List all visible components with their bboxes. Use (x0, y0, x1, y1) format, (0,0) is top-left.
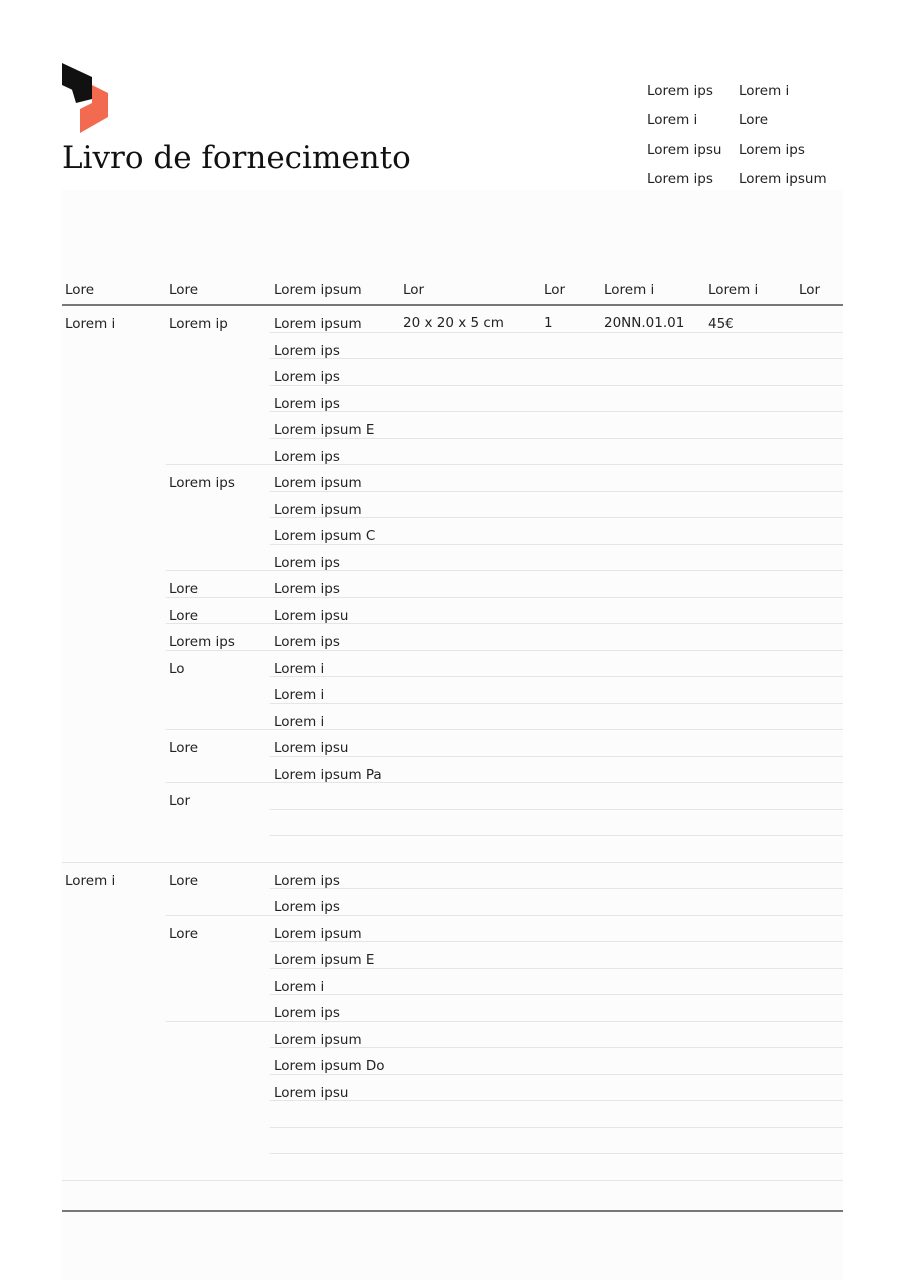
item-label: Lorem ipsum (274, 925, 362, 942)
column-header: Lore (169, 282, 199, 298)
row-divider (270, 332, 843, 333)
subgroup-label: Lorem ip (169, 316, 228, 332)
subgroup-label: Lore (169, 925, 199, 942)
subgroup-label: Lo (169, 660, 185, 677)
row-divider (270, 491, 843, 492)
price-value: 45€ (708, 316, 734, 332)
row-divider (166, 1021, 843, 1022)
item-label: Lorem ipsu (274, 1084, 349, 1101)
row-divider (270, 438, 843, 439)
row-divider (270, 676, 843, 677)
row-divider (270, 1153, 843, 1154)
subgroup-label: Lore (169, 581, 199, 597)
item-label: Lorem ipsum E (274, 952, 375, 968)
column-header: Lorem i (708, 282, 759, 298)
meta-column-2 (739, 77, 827, 194)
meta-value: Lorem i (739, 83, 790, 99)
row-divider (62, 1180, 843, 1181)
item-label: Lorem ipsum (274, 501, 362, 518)
item-label: Lorem ips (274, 369, 340, 385)
row-divider (270, 411, 843, 412)
item-label: Lorem i (274, 978, 325, 995)
row-divider (270, 703, 843, 704)
row-divider (166, 782, 843, 783)
item-label: Lorem ips (274, 634, 340, 650)
page-title: Livro de fornecimento (62, 140, 411, 176)
column-header: Lorem ipsum (274, 282, 362, 298)
row-divider (270, 968, 843, 969)
row-divider (270, 517, 843, 518)
item-label: Lorem i (274, 713, 325, 730)
item-label: Lorem ips (274, 554, 340, 571)
item-label: Lorem ipsum Do (274, 1058, 385, 1074)
group-label: Lorem i (65, 872, 116, 889)
row-divider (166, 570, 843, 571)
dimensions-value: 20 x 20 x 5 cm (403, 315, 504, 331)
subgroup-label: Lore (169, 607, 199, 624)
item-label: Lorem ips (274, 1005, 340, 1021)
item-label: Lorem ipsu (274, 607, 349, 624)
row-divider (166, 623, 843, 624)
meta-field: Lorem i (647, 112, 698, 129)
row-divider (166, 464, 843, 465)
column-header: Lor (799, 282, 821, 298)
item-label: Lorem ipsum (274, 1031, 362, 1048)
meta-field: Lorem ips (647, 170, 713, 187)
row-divider (270, 1047, 843, 1048)
column-header: Lor (544, 282, 566, 298)
row-divider (166, 915, 843, 916)
meta-value: Lore (739, 112, 769, 129)
row-divider (270, 809, 843, 810)
item-label: Lorem ipsum Pa (274, 766, 382, 783)
row-divider (270, 1074, 843, 1075)
row-divider (270, 544, 843, 545)
row-divider (270, 888, 843, 889)
row-divider (62, 862, 843, 863)
row-divider (270, 358, 843, 359)
column-header: Lore (65, 282, 95, 298)
row-divider (270, 1127, 843, 1128)
item-label: Lorem ips (274, 581, 340, 597)
item-label: Lorem ips (274, 342, 340, 359)
logo-icon (62, 63, 110, 133)
item-label: Lorem ipsu (274, 740, 349, 756)
row-divider (270, 385, 843, 386)
subgroup-label: Lor (169, 793, 191, 809)
subgroup-label: Lore (169, 740, 199, 756)
item-label: Lorem ipsum C (274, 528, 376, 544)
table-rule (62, 304, 843, 306)
item-label: Lorem ips (274, 395, 340, 412)
table-rule (62, 1210, 843, 1212)
item-label: Lorem i (274, 660, 325, 677)
quantity-value: 1 (544, 315, 553, 331)
item-label: Lorem ips (274, 448, 340, 465)
row-divider (166, 650, 843, 651)
meta-column-1 (647, 77, 721, 194)
column-header: Lor (403, 282, 425, 298)
item-label: Lorem ips (274, 872, 340, 889)
item-label: Lorem ipsum E (274, 422, 375, 438)
code-value: 20NN.01.01 (604, 315, 685, 331)
row-divider (270, 1100, 843, 1101)
row-divider (270, 835, 843, 836)
item-label: Lorem i (274, 687, 325, 703)
item-label: Lorem ips (274, 899, 340, 915)
document-sheet (62, 190, 843, 1280)
column-header: Lorem i (604, 282, 655, 298)
meta-value: Lorem ipsum (739, 170, 827, 187)
meta-field: Lorem ipsu (647, 141, 722, 158)
row-divider (166, 729, 843, 730)
subgroup-label: Lorem ips (169, 634, 235, 650)
meta-field: Lorem ips (647, 83, 713, 99)
meta-value: Lorem ips (739, 141, 805, 158)
group-label: Lorem i (65, 316, 116, 332)
item-label: Lorem ipsum (274, 316, 362, 332)
row-divider (270, 994, 843, 995)
subgroup-label: Lore (169, 872, 199, 889)
row-divider (270, 756, 843, 757)
row-divider (270, 941, 843, 942)
row-divider (166, 597, 843, 598)
subgroup-label: Lorem ips (169, 475, 235, 491)
item-label: Lorem ipsum (274, 475, 362, 491)
